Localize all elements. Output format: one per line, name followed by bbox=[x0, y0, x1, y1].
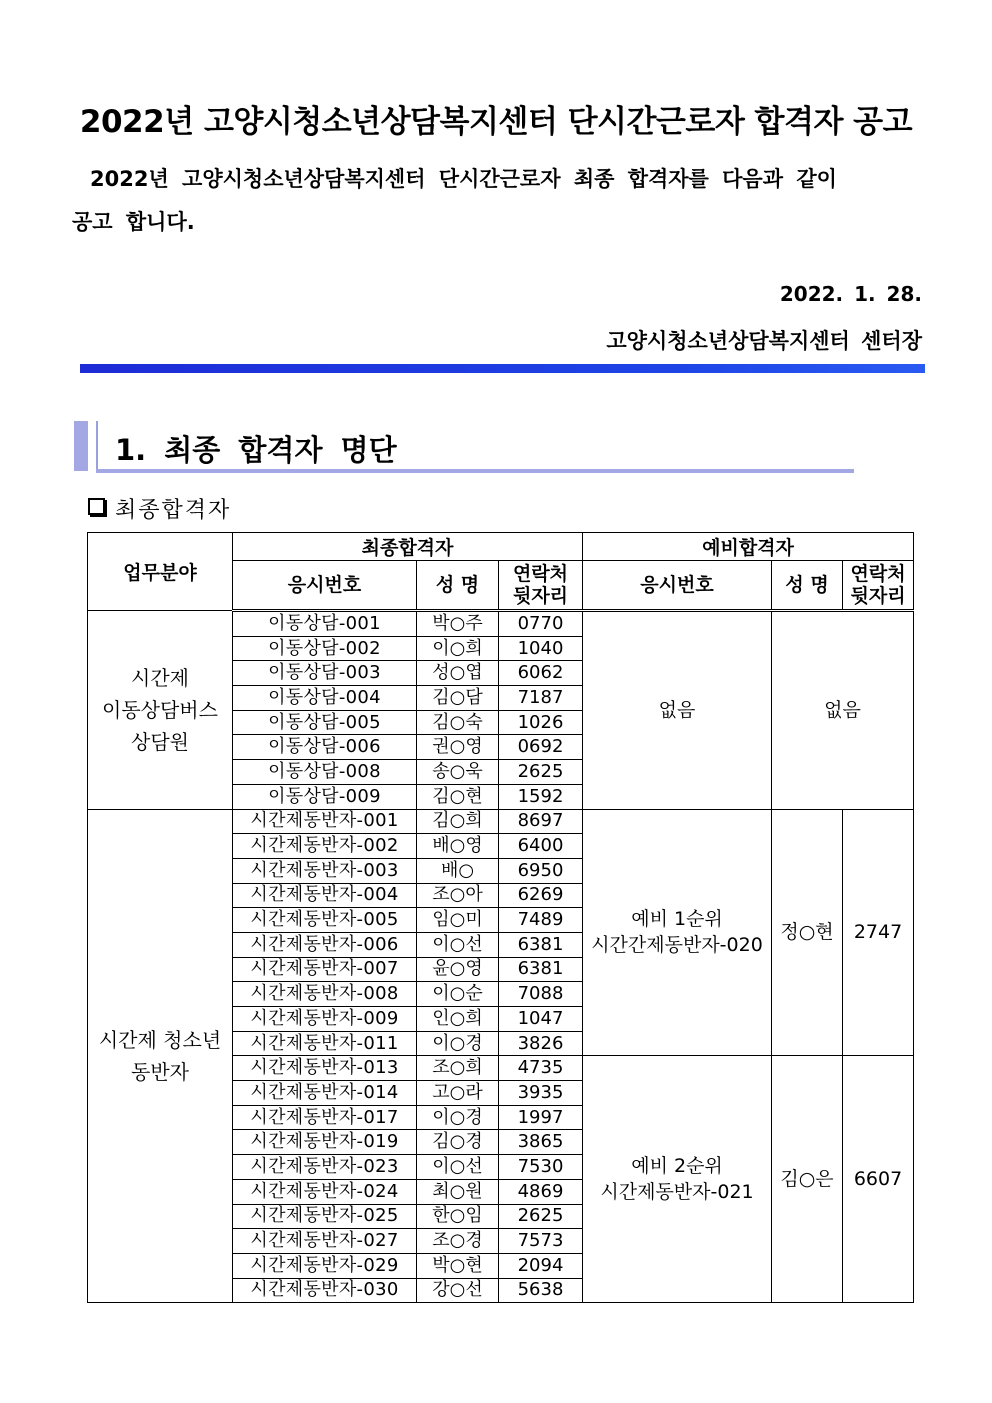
reserve-name-cell: 김○은 bbox=[772, 1056, 843, 1303]
name-cell: 권○영 bbox=[417, 735, 499, 760]
exam-number-cell: 시간제동반자-013 bbox=[233, 1056, 417, 1081]
name-cell: 이○순 bbox=[417, 982, 499, 1007]
exam-number-cell: 시간제동반자-011 bbox=[233, 1031, 417, 1056]
contact-cell: 1026 bbox=[499, 710, 583, 735]
exam-number-cell: 시간제동반자-027 bbox=[233, 1229, 417, 1254]
final-name-header: 성 명 bbox=[417, 561, 499, 611]
exam-number-cell: 시간제동반자-017 bbox=[233, 1105, 417, 1130]
name-cell: 배○영 bbox=[417, 834, 499, 859]
reserve-exam-cell: 예비 2순위 시간제동반자-021 bbox=[583, 1056, 772, 1303]
name-cell: 박○현 bbox=[417, 1253, 499, 1278]
contact-cell: 6400 bbox=[499, 834, 583, 859]
page-title: 2022년 고양시청소년상담복지센터 단시간근로자 합격자 공고 bbox=[79, 104, 913, 140]
contact-cell: 2625 bbox=[499, 1204, 583, 1229]
field-header: 업무분야 bbox=[88, 533, 233, 611]
contact-cell: 7187 bbox=[499, 686, 583, 711]
exam-number-cell: 시간제동반자-002 bbox=[233, 834, 417, 859]
contact-cell: 3826 bbox=[499, 1031, 583, 1056]
contact-cell: 2625 bbox=[499, 760, 583, 785]
final-contact-header: 연락처 뒷자리 bbox=[499, 561, 583, 611]
exam-number-cell: 이동상담-005 bbox=[233, 710, 417, 735]
reserve-name-header: 성 명 bbox=[772, 561, 843, 611]
field-cell: 시간제 이동상담버스 상담원 bbox=[88, 611, 233, 810]
name-cell: 조○희 bbox=[417, 1056, 499, 1081]
exam-number-cell: 이동상담-001 bbox=[233, 611, 417, 637]
table-row bbox=[88, 809, 914, 834]
exam-number-cell: 시간제동반자-009 bbox=[233, 1007, 417, 1032]
contact-cell: 2094 bbox=[499, 1253, 583, 1278]
exam-number-cell: 시간제동반자-006 bbox=[233, 932, 417, 957]
contact-cell: 8697 bbox=[499, 809, 583, 834]
reserve-exam-no-header: 응시번호 bbox=[583, 561, 772, 611]
header-divider bbox=[80, 364, 925, 373]
section-accent-line bbox=[96, 421, 98, 473]
reserve-header: 예비합격자 bbox=[583, 533, 914, 561]
exam-number-cell: 이동상담-009 bbox=[233, 784, 417, 809]
final-exam-no-header: 응시번호 bbox=[233, 561, 417, 611]
contact-cell: 7489 bbox=[499, 908, 583, 933]
reserve-exam-cell: 없음 bbox=[583, 611, 772, 810]
reserve-name-cell: 정○현 bbox=[772, 809, 843, 1056]
reserve-contact-cell: 6607 bbox=[843, 1056, 914, 1303]
exam-number-cell: 시간제동반자-001 bbox=[233, 809, 417, 834]
section-underline bbox=[96, 469, 854, 473]
exam-number-cell: 시간제동반자-024 bbox=[233, 1179, 417, 1204]
table-row bbox=[88, 611, 914, 637]
name-cell: 배○ bbox=[417, 858, 499, 883]
final-header: 최종합격자 bbox=[233, 533, 583, 561]
contact-cell: 6269 bbox=[499, 883, 583, 908]
exam-number-cell: 이동상담-006 bbox=[233, 735, 417, 760]
name-cell: 김○숙 bbox=[417, 710, 499, 735]
reserve-exam-cell: 예비 1순위 시간간제동반자-020 bbox=[583, 809, 772, 1056]
contact-cell: 7573 bbox=[499, 1229, 583, 1254]
name-cell: 윤○영 bbox=[417, 957, 499, 982]
contact-cell: 0770 bbox=[499, 611, 583, 637]
section-title: 1. 최종 합격자 명단 bbox=[115, 433, 397, 467]
field-cell: 시간제 청소년 동반자 bbox=[88, 809, 233, 1303]
exam-number-cell: 이동상담-008 bbox=[233, 760, 417, 785]
contact-cell: 1997 bbox=[499, 1105, 583, 1130]
section-accent-bar bbox=[74, 421, 88, 471]
name-cell: 인○희 bbox=[417, 1007, 499, 1032]
name-cell: 김○경 bbox=[417, 1130, 499, 1155]
contact-cell: 4869 bbox=[499, 1179, 583, 1204]
exam-number-cell: 시간제동반자-008 bbox=[233, 982, 417, 1007]
name-cell: 이○경 bbox=[417, 1105, 499, 1130]
announcement-date: 2022. 1. 28. bbox=[779, 282, 922, 306]
name-cell: 이○경 bbox=[417, 1031, 499, 1056]
exam-number-cell: 시간제동반자-025 bbox=[233, 1204, 417, 1229]
subsection-title: 최종합격자 bbox=[115, 498, 232, 523]
contact-cell: 6062 bbox=[499, 661, 583, 686]
exam-number-cell: 시간제동반자-004 bbox=[233, 883, 417, 908]
name-cell: 이○선 bbox=[417, 932, 499, 957]
name-cell: 김○현 bbox=[417, 784, 499, 809]
contact-cell: 3935 bbox=[499, 1081, 583, 1106]
contact-cell: 1040 bbox=[499, 636, 583, 661]
contact-cell: 7088 bbox=[499, 982, 583, 1007]
reserve-name-cell: 없음 bbox=[772, 611, 914, 810]
name-cell: 강○선 bbox=[417, 1278, 499, 1303]
name-cell: 고○라 bbox=[417, 1081, 499, 1106]
subsection-heading bbox=[88, 493, 231, 524]
contact-cell: 6381 bbox=[499, 932, 583, 957]
checkbox-bullet-icon bbox=[88, 498, 105, 515]
exam-number-cell: 시간제동반자-005 bbox=[233, 908, 417, 933]
exam-number-cell: 시간제동반자-023 bbox=[233, 1155, 417, 1180]
header-row-1 bbox=[88, 533, 914, 561]
contact-cell: 3865 bbox=[499, 1130, 583, 1155]
exam-number-cell: 시간제동반자-030 bbox=[233, 1278, 417, 1303]
name-cell: 성○엽 bbox=[417, 661, 499, 686]
reserve-contact-cell: 2747 bbox=[843, 809, 914, 1056]
name-cell: 이○선 bbox=[417, 1155, 499, 1180]
intro-line-2: 공고 합니다. bbox=[72, 210, 195, 234]
contact-cell: 4735 bbox=[499, 1056, 583, 1081]
name-cell: 박○주 bbox=[417, 611, 499, 637]
contact-cell: 5638 bbox=[499, 1278, 583, 1303]
exam-number-cell: 이동상담-004 bbox=[233, 686, 417, 711]
exam-number-cell: 이동상담-003 bbox=[233, 661, 417, 686]
contact-cell: 6381 bbox=[499, 957, 583, 982]
organization-signature: 고양시청소년상담복지센터 센터장 bbox=[606, 329, 922, 353]
exam-number-cell: 시간제동반자-003 bbox=[233, 858, 417, 883]
exam-number-cell: 시간제동반자-014 bbox=[233, 1081, 417, 1106]
intro-line-1: 2022년 고양시청소년상담복지센터 단시간근로자 최종 합격자를 다음과 같이 bbox=[90, 167, 837, 191]
exam-number-cell: 이동상담-002 bbox=[233, 636, 417, 661]
name-cell: 한○임 bbox=[417, 1204, 499, 1229]
contact-cell: 0692 bbox=[499, 735, 583, 760]
name-cell: 최○원 bbox=[417, 1179, 499, 1204]
name-cell: 조○아 bbox=[417, 883, 499, 908]
exam-number-cell: 시간제동반자-019 bbox=[233, 1130, 417, 1155]
name-cell: 김○담 bbox=[417, 686, 499, 711]
name-cell: 이○희 bbox=[417, 636, 499, 661]
name-cell: 김○희 bbox=[417, 809, 499, 834]
contact-cell: 6950 bbox=[499, 858, 583, 883]
name-cell: 조○경 bbox=[417, 1229, 499, 1254]
exam-number-cell: 시간제동반자-007 bbox=[233, 957, 417, 982]
contact-cell: 7530 bbox=[499, 1155, 583, 1180]
results-table bbox=[87, 532, 914, 1303]
contact-cell: 1047 bbox=[499, 1007, 583, 1032]
name-cell: 송○욱 bbox=[417, 760, 499, 785]
name-cell: 임○미 bbox=[417, 908, 499, 933]
exam-number-cell: 시간제동반자-029 bbox=[233, 1253, 417, 1278]
reserve-contact-header: 연락처 뒷자리 bbox=[843, 561, 914, 611]
contact-cell: 1592 bbox=[499, 784, 583, 809]
